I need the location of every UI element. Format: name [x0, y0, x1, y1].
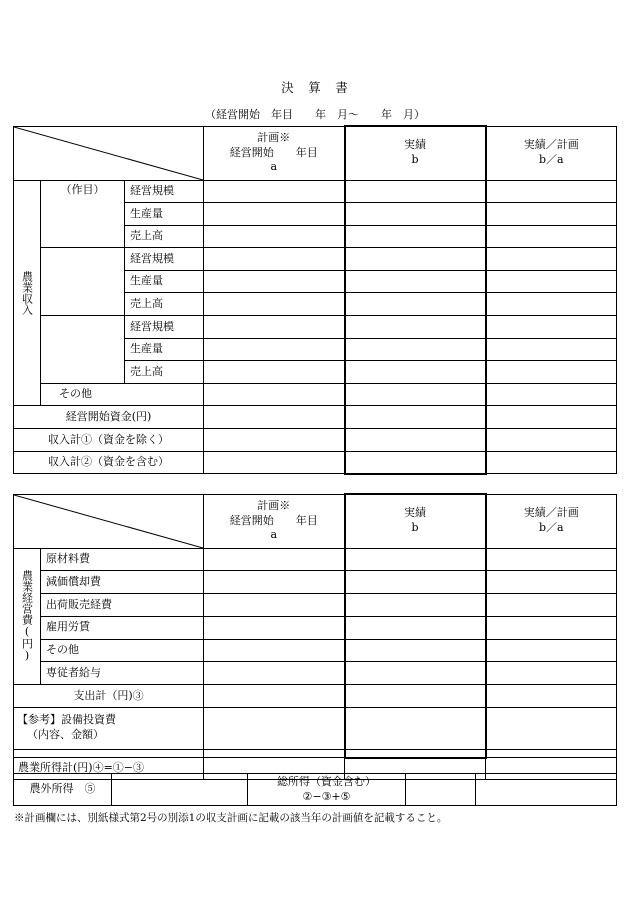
farm-income-label-text: 農業収入	[20, 270, 34, 315]
plan-header-line3: a	[270, 160, 278, 174]
actual-header-line1: 実績	[404, 506, 426, 520]
income-total2-label: 収入計②（資金を含む）	[14, 451, 204, 474]
document-subtitle: （経営開始 年目 年 月〜 年 月）	[205, 108, 425, 121]
plan-cell[interactable]	[204, 639, 345, 662]
actual-header-line2: b	[411, 521, 419, 535]
ratio-cell[interactable]	[486, 406, 617, 429]
start-funds-label: 経営開始資金(円)	[14, 406, 204, 429]
spacer-cell	[345, 750, 486, 758]
plan-header-line1: 計画※	[257, 498, 291, 512]
ratio-cell[interactable]	[486, 639, 617, 662]
actual-cell[interactable]	[345, 708, 486, 750]
total-income-table	[13, 773, 617, 806]
plan-header-line2: 経営開始 年目	[229, 145, 318, 159]
ratio-header	[486, 494, 617, 548]
plan-cell[interactable]	[204, 594, 345, 617]
spacer-cell	[204, 750, 345, 758]
actual-header-line1: 実績	[404, 138, 427, 152]
total-income-label	[248, 774, 406, 806]
plan-cell[interactable]	[204, 248, 345, 271]
actual-cell[interactable]	[345, 316, 486, 339]
expense-item-label: 原材料費	[41, 548, 204, 571]
corner-diagonal-cell	[14, 126, 204, 180]
actual-cell[interactable]	[345, 548, 486, 571]
farm-expense-group-label	[14, 548, 41, 685]
expense-item-label: その他	[41, 639, 204, 662]
ratio-cell[interactable]	[486, 571, 617, 594]
actual-cell[interactable]	[345, 270, 486, 293]
expense-total-label: 支出計（円)③	[14, 685, 204, 708]
ratio-cell[interactable]	[486, 270, 617, 293]
ratio-cell[interactable]	[486, 180, 617, 203]
actual-cell[interactable]	[345, 639, 486, 662]
plan-cell[interactable]	[204, 270, 345, 293]
ratio-cell[interactable]	[486, 383, 617, 406]
crop-name-cell[interactable]	[41, 248, 125, 316]
row-label: 経営規模	[125, 180, 204, 203]
spacer-cell	[486, 750, 617, 758]
other-income-label: その他	[41, 383, 204, 406]
actual-cell[interactable]	[345, 338, 486, 361]
expense-item-label: 出荷販売経費	[41, 594, 204, 617]
row-label: 生産量	[125, 338, 204, 361]
actual-cell[interactable]	[345, 616, 486, 639]
actual-cell[interactable]	[345, 594, 486, 617]
actual-cell[interactable]	[345, 406, 486, 429]
ratio-header-line1: 実績／計画	[523, 138, 579, 152]
actual-cell[interactable]	[345, 203, 486, 226]
row-label: 生産量	[125, 270, 204, 293]
total-income-extra[interactable]	[476, 774, 617, 806]
expense-item-label: 雇用労賃	[41, 616, 204, 639]
off-farm-income-label: 農外所得 ⑤	[14, 774, 112, 806]
ratio-cell[interactable]	[486, 548, 617, 571]
actual-header	[345, 126, 486, 180]
actual-header-line2: b	[411, 153, 419, 167]
plan-cell[interactable]	[204, 338, 345, 361]
plan-cell[interactable]	[204, 616, 345, 639]
actual-cell[interactable]	[345, 225, 486, 248]
ratio-cell[interactable]	[486, 361, 617, 384]
ratio-header	[486, 126, 617, 180]
farm-income-group-label	[14, 180, 41, 406]
total-income-line1: 総所得（資金含む）	[277, 774, 376, 788]
plan-cell[interactable]	[204, 180, 345, 203]
row-label: 経営規模	[125, 316, 204, 339]
plan-cell[interactable]	[204, 203, 345, 226]
ratio-cell[interactable]	[486, 248, 617, 271]
actual-cell[interactable]	[345, 248, 486, 271]
corner-diagonal-cell	[14, 494, 204, 548]
ratio-header-line1: 実績／計画	[523, 506, 579, 520]
crop-name-cell[interactable]	[41, 316, 125, 384]
ratio-cell[interactable]	[486, 293, 617, 316]
actual-cell[interactable]	[345, 571, 486, 594]
row-label: 売上高	[125, 361, 204, 384]
plan-cell[interactable]	[204, 662, 345, 685]
income-total1-label: 収入計①（資金を除く）	[14, 429, 204, 452]
plan-cell[interactable]	[204, 451, 345, 474]
actual-cell[interactable]	[345, 180, 486, 203]
expense-item-label: 専従者給与	[41, 662, 204, 685]
diagonal-line	[14, 127, 203, 180]
plan-cell[interactable]	[204, 548, 345, 571]
document-title: 決 算 書	[281, 80, 349, 95]
plan-cell[interactable]	[204, 406, 345, 429]
actual-cell[interactable]	[345, 685, 486, 708]
expense-table	[13, 493, 617, 780]
ratio-cell[interactable]	[486, 708, 617, 750]
ratio-cell[interactable]	[486, 662, 617, 685]
actual-cell[interactable]	[345, 429, 486, 452]
plan-cell[interactable]	[204, 316, 345, 339]
plan-header-line3: a	[270, 528, 278, 542]
row-label: 経営規模	[125, 248, 204, 271]
plan-cell[interactable]	[204, 685, 345, 708]
expense-item-label: 減価償却費	[41, 571, 204, 594]
plan-header-line2: 経営開始 年目	[229, 513, 318, 527]
ratio-cell[interactable]	[486, 429, 617, 452]
diagonal-line	[14, 495, 203, 548]
plan-cell[interactable]	[204, 429, 345, 452]
farm-income-calc-label: 農業所得計(円)④=①−③	[14, 758, 204, 780]
total-income-line2: ②−③+⑤	[302, 789, 351, 803]
ratio-cell[interactable]	[486, 225, 617, 248]
spacer-cell	[14, 750, 204, 758]
plan-header-line1: 計画※	[257, 130, 291, 144]
ratio-cell[interactable]	[486, 316, 617, 339]
plan-cell[interactable]	[204, 293, 345, 316]
footnote: ※計画欄には、別紙様式第2号の別添1の収支計画に記載の該当年の計画値を記載すること。	[14, 812, 448, 824]
ratio-cell[interactable]	[486, 338, 617, 361]
farm-expense-label-text: 農業経営費(円)	[20, 570, 34, 663]
plan-cell[interactable]	[204, 708, 345, 750]
total-income-value[interactable]	[406, 774, 476, 806]
row-label: 売上高	[125, 293, 204, 316]
capex-reference-line1: 【参考】設備投資費	[17, 713, 116, 727]
plan-cell[interactable]	[204, 361, 345, 384]
ratio-cell[interactable]	[486, 616, 617, 639]
plan-cell[interactable]	[204, 225, 345, 248]
actual-cell[interactable]	[345, 662, 486, 685]
actual-cell[interactable]	[345, 361, 486, 384]
ratio-cell[interactable]	[486, 203, 617, 226]
row-label: 生産量	[125, 203, 204, 226]
actual-cell[interactable]	[345, 451, 486, 474]
ratio-header-line2: b／a	[538, 521, 564, 534]
plan-cell[interactable]	[204, 383, 345, 406]
capex-reference-line2: （内容、金額）	[27, 728, 104, 742]
capex-reference-label	[14, 708, 204, 750]
actual-cell[interactable]	[345, 293, 486, 316]
income-table	[13, 125, 617, 475]
actual-header	[345, 494, 486, 548]
row-label: 売上高	[125, 225, 204, 248]
ratio-header-line2: b／a	[538, 153, 564, 166]
plan-cell[interactable]	[204, 571, 345, 594]
crop-label: （作目）	[41, 180, 125, 248]
plan-header	[204, 126, 345, 180]
ratio-cell[interactable]	[486, 685, 617, 708]
actual-cell[interactable]	[345, 383, 486, 406]
off-farm-income-value[interactable]	[112, 774, 248, 806]
ratio-cell[interactable]	[486, 451, 617, 474]
ratio-cell[interactable]	[486, 594, 617, 617]
plan-header	[204, 494, 345, 548]
